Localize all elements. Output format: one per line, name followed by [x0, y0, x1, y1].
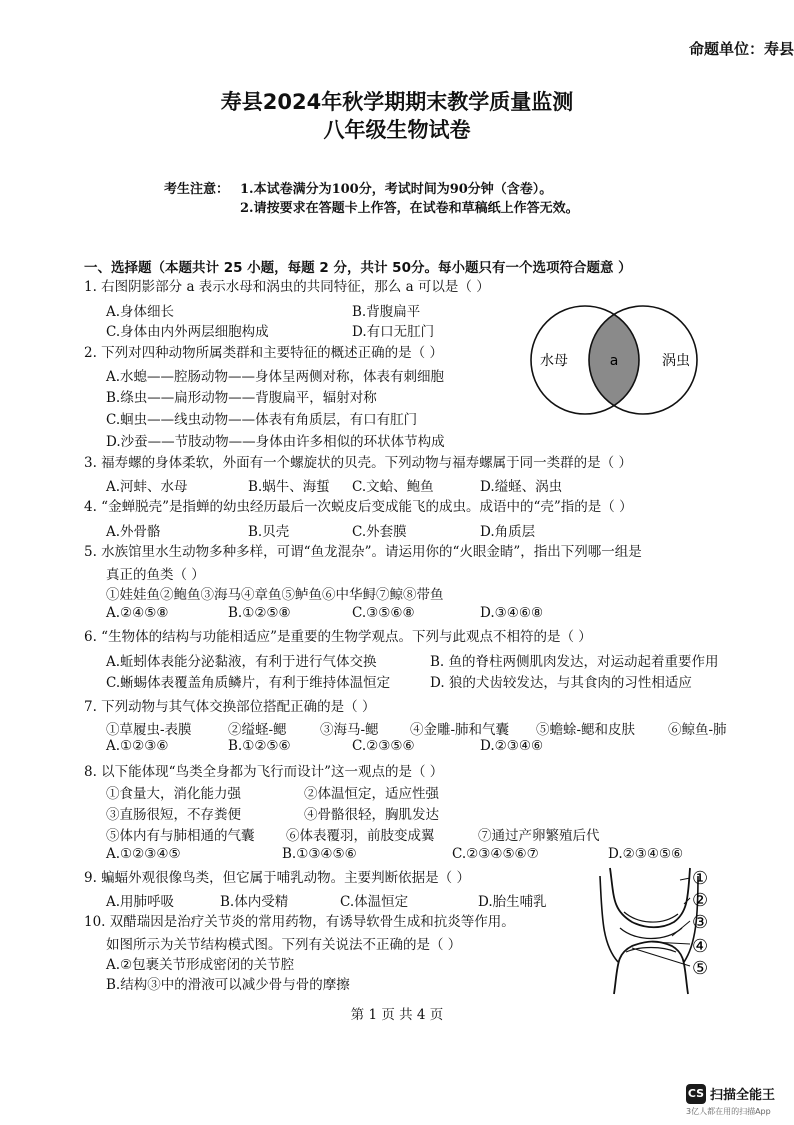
- proposition-unit: 命题单位：寿县: [688, 40, 794, 58]
- question-2-option-b: B.绦虫——扁形动物——背腹扁平，辐射对称: [106, 390, 377, 406]
- joint-label-1: ①: [692, 868, 709, 889]
- question-10-option-a: A.②包裹关节形成密闭的关节腔: [106, 957, 295, 973]
- question-10-option-b: B.结构③中的滑液可以减少骨与骨的摩擦: [106, 977, 350, 993]
- notice-line2: 2.请按要求在答题卡上作答，在试卷和草稿纸上作答无效。: [240, 201, 579, 216]
- scanner-watermark: [686, 1083, 775, 1104]
- question-3-option-c: C.文蛤、鲍鱼: [352, 479, 434, 495]
- question-1-option-c: C.身体由内外两层细胞构成: [106, 324, 269, 340]
- question-3-option-d: D.缢蛏、涡虫: [480, 479, 563, 495]
- question-3-stem: 3. 福寿螺的身体柔软，外面有一个螺旋状的贝壳。下列动物与福寿螺属于同一类群的是（ ）: [84, 455, 632, 471]
- leader-4: [652, 942, 690, 944]
- question-7-option-d: D.②③④⑥: [480, 738, 544, 754]
- question-7-option-b: B.①②⑤⑥: [228, 738, 291, 754]
- question-5-items: ①娃娃鱼②鲍鱼③海马④章鱼⑤鲈鱼⑥中华鲟⑦鲸⑧带鱼: [106, 587, 444, 603]
- notice-label: 考生注意：: [164, 182, 230, 197]
- section-heading: 一、选择题（本题共计 25 小题，每题 2 分，共计 50分。每小题只有一个选项符合题意 ）: [84, 260, 632, 276]
- joint-label-3: ③: [692, 912, 709, 933]
- question-7-item-6: ⑥鲸鱼-肺: [668, 722, 727, 738]
- question-3-option-b: B.蜗牛、海蜇: [248, 479, 330, 495]
- question-10-stem: 10. 双醋瑞因是治疗关节炎的常用药物，有诱导软骨生成和抗炎等作用。: [84, 914, 515, 930]
- question-2-option-c: C.蛔虫——线虫动物——体表有角质层，有口有肛门: [106, 412, 418, 428]
- question-1-stem: 1. 右图阴影部分 a 表示水母和涡虫的共同特征，那么 a 可以是（ ）: [84, 279, 490, 295]
- question-4-option-a: A.外骨骼: [106, 524, 161, 540]
- question-5-stem: 5. 水族馆里水生动物多种多样，可谓“鱼龙混杂”。请运用你的“火眼金睛”，指出下列哪一组是: [84, 544, 642, 560]
- question-6-stem: 6. “生物体的结构与功能相适应”是重要的生物学观点。下列与此观点不相符的是（ ）: [84, 629, 592, 645]
- joint-label-5: ⑤: [692, 958, 709, 979]
- question-6-option-a: A.蚯蚓体表能分泌黏液，有利于进行气体交换: [106, 654, 377, 670]
- venn-center-label: a: [609, 353, 619, 369]
- page-footer: 第 1 页 共 4 页: [350, 1007, 444, 1023]
- joint-label-2: ②: [692, 890, 709, 911]
- question-8-option-d: D.②③④⑤⑥: [608, 846, 684, 862]
- question-7-stem: 7. 下列动物与其气体交换部位搭配正确的是（ ）: [84, 699, 376, 715]
- question-9-option-d: D.胎生哺乳: [478, 894, 547, 910]
- question-7-item-2: ②缢蛏-鳃: [228, 722, 287, 738]
- question-7-option-c: C.②③⑤⑥: [352, 738, 415, 754]
- question-7-item-5: ⑤蟾蜍-鳃和皮肤: [536, 722, 636, 738]
- question-2-stem: 2. 下列对四种动物所属类群和主要特征的概述正确的是（ ）: [84, 345, 443, 361]
- question-8-stem: 8. 以下能体现“鸟类全身都为飞行而设计”这一观点的是（ ）: [84, 764, 444, 780]
- joint-structure-diagram: [592, 866, 724, 996]
- question-1-option-d: D.有口无肛门: [352, 324, 435, 340]
- question-8-item-3: ③直肠很短，不存粪便: [106, 807, 241, 823]
- question-1-option-a: A.身体细长: [106, 304, 175, 320]
- question-5-option-b: B.①②⑤⑧: [228, 605, 291, 621]
- capsule-left: [600, 876, 618, 962]
- venn-right-label: 涡虫: [662, 353, 690, 369]
- question-3-option-a: A.河蚌、水母: [106, 479, 188, 495]
- question-5-option-a: A.②④⑤⑧: [106, 605, 169, 621]
- question-2-option-a: A.水螅——腔肠动物——身体呈两侧对称，体表有刺细胞: [106, 369, 445, 385]
- leader-3: [672, 921, 690, 936]
- question-8-option-c: C.②③④⑤⑥⑦: [452, 846, 539, 862]
- question-6-option-c: C.蜥蜴体表覆盖角质鳞片，有利于维持体温恒定: [106, 675, 391, 691]
- joint-cavity: [620, 928, 682, 939]
- venn-diagram: [512, 304, 722, 416]
- exam-title: 寿县2024年秋学期期末教学质量监测: [220, 90, 574, 114]
- question-7-item-3: ③海马-鳃: [320, 722, 379, 738]
- exam-subtitle: 八年级生物试卷: [323, 118, 471, 142]
- question-8-item-6: ⑥体表覆羽，前肢变成翼: [286, 828, 435, 844]
- scanner-brand-name: 扫描全能王: [710, 1088, 776, 1103]
- question-8-item-4: ④骨骼很轻，胸肌发达: [304, 807, 439, 823]
- joint-label-4: ④: [692, 936, 709, 957]
- question-7-item-4: ④金雕-肺和气囊: [410, 722, 510, 738]
- scanner-logo-icon: CS: [686, 1084, 706, 1104]
- question-9-stem: 9. 蝙蝠外观很像鸟类，但它属于哺乳动物。主要判断依据是（ ）: [84, 870, 470, 886]
- question-5-stem-cont: 真正的鱼类（ ）: [106, 567, 205, 583]
- question-9-option-c: C.体温恒定: [340, 894, 409, 910]
- question-2-option-d: D.沙蚕——节肢动物——身体由许多相似的环状体节构成: [106, 434, 445, 450]
- upper-bone-outline: [610, 868, 690, 927]
- question-9-option-a: A.用肺呼吸: [106, 894, 175, 910]
- question-7-item-1: ①草履虫-表膜: [106, 722, 192, 738]
- question-8-item-1: ①食量大，消化能力强: [106, 786, 241, 802]
- notice-line1: 1.本试卷满分为100分，考试时间为90分钟（含卷）。: [240, 182, 553, 197]
- scanner-tagline: 3亿人都在用的扫描App: [686, 1107, 771, 1116]
- question-8-item-5: ⑤体内有与肺相通的气囊: [106, 828, 255, 844]
- question-5-option-d: D.③④⑥⑧: [480, 605, 544, 621]
- question-6-option-b: B. 鱼的脊柱两侧肌肉发达，对运动起着重要作用: [430, 654, 719, 670]
- question-4-option-b: B.贝壳: [248, 524, 290, 540]
- question-4-option-d: D.角质层: [480, 524, 536, 540]
- question-9-option-b: B.体内受精: [220, 894, 289, 910]
- question-7-option-a: A.①②③⑥: [106, 738, 169, 754]
- question-6-option-d: D. 狼的犬齿较发达，与其食肉的习性相适应: [430, 675, 692, 691]
- question-10-stem-cont: 如图所示为关节结构模式图。下列有关说法不正确的是（ ）: [106, 937, 462, 953]
- question-8-option-b: B.①③④⑤⑥: [282, 846, 357, 862]
- question-8-item-2: ②体温恒定，适应性强: [304, 786, 439, 802]
- venn-left-label: 水母: [540, 353, 568, 369]
- question-4-stem: 4. “金蝉脱壳”是指蝉的幼虫经历最后一次蜕皮后变成能飞的成虫。成语中的“壳”指的是（ ）: [84, 499, 633, 515]
- question-5-option-c: C.③⑤⑥⑧: [352, 605, 415, 621]
- question-8-item-7: ⑦通过产卵繁殖后代: [478, 828, 600, 844]
- question-4-option-c: C.外套膜: [352, 524, 407, 540]
- question-8-option-a: A.①②③④⑤: [106, 846, 181, 862]
- articular-cartilage-upper: [624, 912, 678, 922]
- lower-bone-outline: [614, 942, 688, 995]
- question-1-option-b: B.背腹扁平: [352, 304, 421, 320]
